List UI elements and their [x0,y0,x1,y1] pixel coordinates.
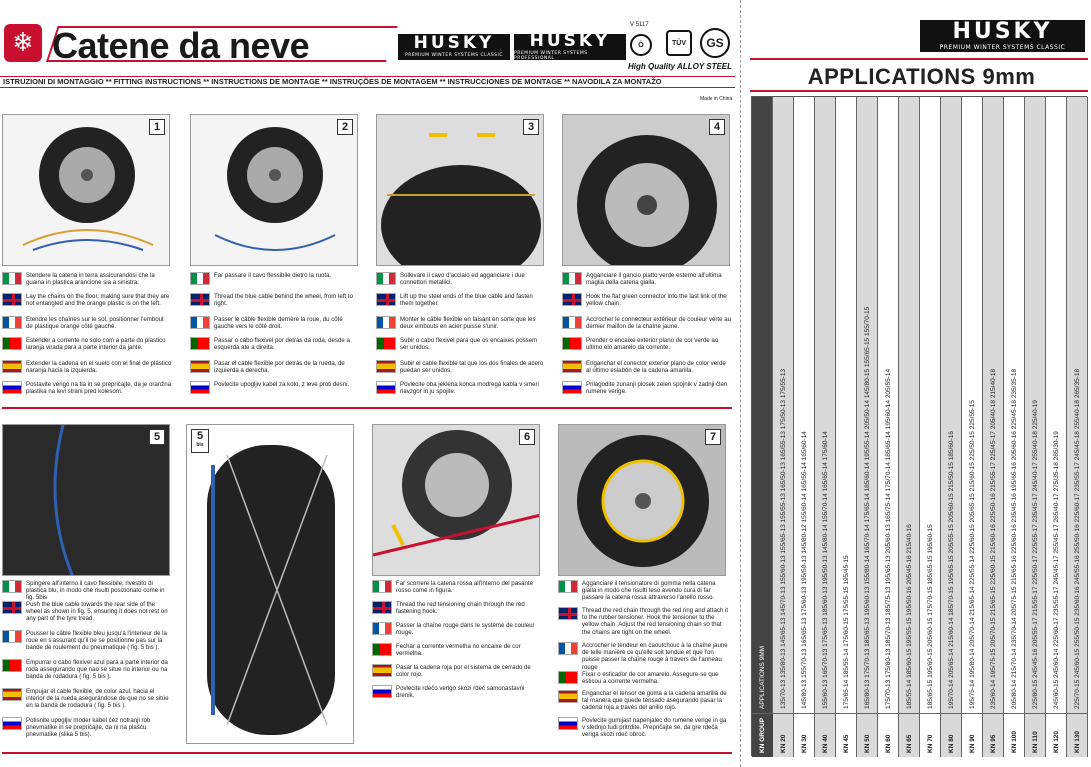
step-number: 4 [709,119,725,135]
step-1-photo [2,114,170,266]
instruction-text: Lift up the steel ends of the blue cable and fasten them together. [400,293,533,308]
instruction-text: Enganchar el tensor de goma a la cadena amarilla de tal manera que quede tensado asegurando pasar la cadena roja a través del anillo rojo. [582,690,727,712]
instruction-row [2,601,172,623]
husky-professional-logo: HUSKY PREMIUM WINTER SYSTEMS PROFESSIONAL [514,34,626,60]
instruction-row [558,717,728,739]
step-6-photo [372,424,540,576]
applications-divider-bottom [750,90,1088,92]
instruction-text: Passar o cabo flexivel por detrás da roda, desde a esquerda ate a direita. [214,337,350,352]
slovenian-flag-icon [2,717,22,730]
instruction-text: Passer la chaîne rouge dans le système de couleur rouge. [396,622,535,637]
instruction-text: Push the blue cable towards the rear side of the wheel as shown in fig. 5, ensuring it does not rest on any part of the tyre tread. [26,601,168,623]
instruction-row [558,671,728,685]
instruction-text: Spingere all'interno il cavo flessibile, rivestito di plastica blu, in modo che risulti posizionato come in fig. 5bis [26,580,165,602]
slovenian-flag-icon [190,381,210,394]
step-number: 5 [149,429,165,445]
tyre-sizes: 205/80-14 215/70-14 235/70-14 205/75-15 215/65-16 225/60-16 235/45-16 195/65-16 205/60-16 225/45-18 235/35-18 [1011,368,1018,709]
kn-group-label: KN 40 [815,713,836,757]
kn-group-label: KN 120 [1046,713,1067,757]
instruction-row [376,316,546,330]
instruction-row [2,580,172,602]
portuguese-flag-icon [372,643,392,656]
instruction-text: Subir o cabo flexivel para que os encaixes possem ser unidos. [400,337,538,352]
instruction-text: Extender la cadena en el suelo con el final de plástico naranja hacia la izquierda. [26,360,172,375]
spanish-flag-icon [2,688,22,701]
instruction-text: Povlecite upogljiv kabel za kolo, z leve proti desni. [214,381,350,388]
kn-group-label: KN 30 [794,713,815,757]
husky-brand-logo: HUSKY PREMIUM WINTER SYSTEMS CLASSIC [920,20,1085,52]
instruction-row [2,381,172,395]
italian-flag-icon [190,272,210,285]
instructions-bar: ISTRUZIONI DI MONTAGGIO ** FITTING INSTRUCTIONS ** INSTRUCTIONS DE MONTAGE ** INSTRUÇÕES DE MONTAGEM ** INSTRUCCIONES DE MONTAGE ** NAVODILA ZA MONTAŽO [0,76,735,88]
tyre-sizes: 245/60-15 245/60-14 225/60-17 235/55-17 245/45-17 255/45-17 265/40-17 275/35-18 285/30-19 [1053,431,1060,709]
applications-column [962,97,983,757]
step-7-photo [558,424,726,576]
instruction-text: Accrocher le tendeur en caoutchouc à la chaîne jaune de telle manière ce qu'elle soit tendue et que l'on puisse passer la chaîne rouge à travers de l'anneau rouge [582,642,728,671]
uk-flag-icon [558,607,578,620]
applications-column [1025,97,1046,757]
kn-group-label: KN 130 [1067,713,1088,757]
onorm-cert-icon: Ö [630,34,652,56]
made-in-label: Made in China [700,96,733,102]
tyre-sizes: 195/75-14 195/80-14 205/70-14 215/65-14 225/55-14 225/60-15 205/65-15 215/60-15 225/50-15 225/55-15 [969,399,976,709]
snowflake-icon: ❄ [4,24,42,62]
tyre-sizes: 225/80-15 245/45-16 205/55-17 215/55-17 225/50-17 225/55-17 235/45-17 245/40-17 255/40-18 225/40-19 [1032,399,1039,709]
spanish-flag-icon [558,690,578,703]
italian-flag-icon [2,580,22,593]
tyre-chain-image [377,115,544,266]
instruction-row [372,685,542,699]
instruction-row [562,337,732,351]
tyre-sizes: 175/65-14 185/55-14 175/60-15 175/55-15 195/45-15 [843,555,850,709]
applications-column [794,97,815,757]
uk-flag-icon [562,293,582,306]
instruction-row [558,642,728,671]
slovenian-flag-icon [376,381,396,394]
spanish-flag-icon [190,360,210,373]
gs-cert-icon: GS [700,28,730,58]
instruction-text: Postavite verigo na tla in se prepričajte, da je oranžna plastika na levi strani pred kolesom. [26,381,171,396]
instruction-row [2,360,172,374]
applications-column [920,97,941,757]
applications-column [878,97,899,757]
applications-column [941,97,962,757]
instruction-text: Sollevare il cavo d'acciaio ed agganciare i due connettori metallici. [400,272,525,287]
kn-group-label: KN 45 [836,713,857,757]
french-flag-icon [562,316,582,329]
instruction-text: Passer le câble flexible derrière la roue, du côté gauche vers le côté droit. [214,316,343,331]
tyre-sizes: 155/60-13 165/70-13 175/65-13 185/60-13 195/50-13 145/80-14 155/70-14 165/65-14 175/60-14 [822,431,829,709]
wheel-chain-image [563,115,730,266]
instruction-row [2,316,172,330]
italian-flag-icon [2,272,22,285]
kn-group-label: KN 95 [983,713,1004,757]
section-divider [2,407,732,409]
instruction-row [190,381,360,394]
step-number: 1 [149,119,165,135]
step-2-photo [190,114,358,266]
instruction-text: Thread the red tensioning chain through the red fastening hook. [396,601,525,616]
kn-group-label: KN 90 [962,713,983,757]
instruction-text: Hook the flat green connector into the last link of the yellow chain. [586,293,727,308]
instruction-row [562,272,732,286]
spanish-flag-icon [2,360,22,373]
french-flag-icon [372,622,392,635]
kn-group-label: KN 50 [857,713,878,757]
instruction-row [2,337,172,351]
wheel-image [191,115,358,266]
italian-flag-icon [558,580,578,593]
applications-column [857,97,878,757]
slovenian-flag-icon [562,381,582,394]
instruction-text: Far passare il cavo flessibile dietro la ruota. [214,272,332,279]
wheel-tensioned-image [559,425,726,576]
uk-flag-icon [2,601,22,614]
italian-flag-icon [372,580,392,593]
applications-divider [750,58,1088,60]
tyre-sizes: 185/55-14 185/60-15 195/55-15 195/50-16 205/45-16 215/40-16 [906,524,913,709]
instruction-text: Accrocher le connecteur extérieur de couleur verte au dernier maillon de la chaîne jaune. [586,316,731,331]
instruction-row [376,293,546,307]
instruction-text: Povlecite gumijast napenjalec do rumene verige in ga v slednjo tudi pritrdite. Prepričajte se, da gre rdeča veriga skozi rdeč obroč. [582,717,727,739]
uk-flag-icon [376,293,396,306]
uk-flag-icon [372,601,392,614]
instruction-row [558,690,728,712]
applications-column [752,97,773,757]
instruction-row [2,293,172,307]
instruction-row [376,337,546,351]
instruction-text: Prender o encaixe exterior plano de cor verde ao ultimo elo amarelo da corrente. [586,337,719,352]
instruction-row [376,360,546,374]
slovenian-flag-icon [372,685,392,698]
applications-title: APPLICATIONS 9mm [807,64,1036,89]
instruction-text: Pasar el cable flexible por detrás de la rueda, de izquierda a derecha. [214,360,345,375]
applications-column [836,97,857,757]
page-title: Catene da neve [52,25,310,66]
instruction-text: Agganciare il tensionatore di gomma nella catena gialla in modo che risulti teso avendo cura di far passare la catena rossa attraverso l'anello rosso. [582,580,716,602]
instruction-text: Agganciare il gancio piatto verde esterno all'ultima maglia della catena gialla. [586,272,722,287]
applications-column [899,97,920,757]
husky-classic-logo: HUSKY PREMIUM WINTER SYSTEMS CLASSIC [398,34,510,60]
french-flag-icon [2,630,22,643]
instruction-row [2,659,172,681]
wheel-red-chain-image [373,425,540,576]
instruction-text: Fechar a corrente vermelha no encaixe de cor vermelha. [396,643,521,658]
instruction-text: Far scorrere la catena rossa all'interno del pasante rosso come in figura. [396,580,533,595]
tyre-sizes: 145/80-13 155/70-13 165/65-13 175/60-13 195/50-13 145/80-12 155/60-14 165/55-14 165/60-14 [801,431,808,709]
portuguese-flag-icon [2,337,22,350]
portuguese-flag-icon [190,337,210,350]
applications-column [815,97,836,757]
applications-column [773,97,794,757]
applications-column [1046,97,1067,757]
tyre-side-image [187,425,354,744]
portuguese-flag-icon [376,337,396,350]
portuguese-flag-icon [2,659,22,672]
instruction-text: Estender a corrente no solo com a parte do plastico laranja virada para a parte interior da jante. [26,337,166,352]
step-number: 2 [337,119,353,135]
italian-flag-icon [562,272,582,285]
step-number: 5 bis [191,429,209,453]
kn-group-label: KN 80 [941,713,962,757]
kn-group-label: KN 70 [920,713,941,757]
instruction-text: Empujar el cable flexible, de color azul, hacia el interior de la rueda asegurándose de que no se sitúe en la banda de rodadura ( fig. 5 bis ). [26,688,169,710]
instruction-row [2,272,172,286]
instruction-text: Potisnite upogljiv moder kabel čez notranji rob pnevmatike in se prepričajte, da ni na plašču pnevmatike (slika 5 bis). [26,717,151,739]
instruction-text: Stendere la catena in terra assicurandosi che la guaina in plastica arancione sia a sinistra. [26,272,155,287]
french-flag-icon [376,316,396,329]
french-flag-icon [2,316,22,329]
instruction-row [372,664,542,678]
bottom-divider [2,752,732,754]
portuguese-flag-icon [562,337,582,350]
tyre-sizes: 135/70-13 135/80-13 145/65-13 145/70-13 155/60-13 155/65-13 155/55-13 165/50-13 165/55-13 175/50-13 175/55-13 [780,368,787,709]
tyre-sizes: 195/70-14 205/65-14 215/60-14 185/70-15 195/65-15 205/55-15 205/60-15 215/50-15 185/60-16 [948,431,955,709]
applications-column [1067,97,1088,757]
step-number: 3 [523,119,539,135]
tuv-cert-icon: TÜV [666,30,692,56]
instruction-text: Etendre les chaînes sur le sol, positionner l'embout de plastique orange côté gauche. [26,316,164,331]
instruction-row [372,643,542,657]
instruction-row [2,688,172,710]
instruction-row [376,272,546,286]
portuguese-flag-icon [558,671,578,684]
applications-table [751,96,1087,756]
kn-group-label: KN 60 [878,713,899,757]
instruction-row [558,580,728,602]
instruction-text: Prilagodite zunanji plosek zelen spojnik v zadnji člen rumene verige. [586,381,728,396]
instruction-row [376,381,546,395]
instruction-row [190,337,360,351]
instruction-row [562,316,732,330]
kn-group-label: KN 100 [1004,713,1025,757]
instruction-row [190,293,360,307]
instruction-row [562,381,732,395]
step-3-photo [376,114,544,266]
instruction-text: Lay the chains on the floor, making sure that they are not entangled and the orange plastic is on the left. [26,293,170,308]
slovenian-flag-icon [558,717,578,730]
instruction-row [190,360,360,374]
instruction-row [2,717,172,739]
french-flag-icon [558,642,578,655]
instruction-text: Fixar o esticador de cor amarelo. Assegure-se que esticou a corrente vermelha. [582,671,719,686]
instruction-text: Thread the red chain through the red ring and attach it to the rubber tensioner. Hook the tensioner to the yellow chain. Adjust the red tensioning chain so that the chains are tight on the wheel. [582,607,729,636]
applications-column [983,97,1004,757]
tyre-chain-image [3,425,170,576]
cert-code: V 5117 [630,22,649,28]
tyre-sizes: APPLICATIONS 9MM [759,645,766,709]
step-5bis-photo [186,424,354,744]
slovenian-flag-icon [2,381,22,394]
spanish-flag-icon [372,664,392,677]
step-5-photo [2,424,170,576]
instruction-row [2,630,172,652]
instruction-row [372,622,542,636]
wheel-image [3,115,170,266]
instruction-text: Povlecite oba jeklena konca modrega kabla v smeri navzgor in ju spojite. [400,381,539,396]
tyre-sizes: 185/65-15 195/60-15 205/60-15 175/70-15 185/65-15 195/60-15 [927,524,934,709]
spanish-flag-icon [562,360,582,373]
step-number: 6 [519,429,535,445]
instruction-row [562,360,732,374]
instruction-text: Thread the blue cable behind the wheel, from left to right. [214,293,353,308]
instruction-row [558,607,728,636]
instruction-text: Povlecite rdečo verigo skozi rdeč samonastavni drenik. [396,685,525,700]
kn-group-label: KN 110 [1025,713,1046,757]
instruction-row [372,580,542,594]
uk-flag-icon [190,293,210,306]
kn-group-label: KN 20 [773,713,794,757]
instruction-text: Pousser le câble flexible bleu jusqu'à l'interieur de la roue en s'assurant qu'il ne se positionne pas sur la bande de roulement du pneumatique ( fig. 5 bis ). [26,630,167,652]
kn-group-label: KN 65 [899,713,920,757]
instruction-row [562,293,732,307]
instruction-text: Subir el cable flexible tal que los dos finales de acero puedan ser unidos. [400,360,544,375]
instruction-text: Empurrar o cabo flexivel azul para a parte interior da roda assegurando que nao se situe no interior ou na banda de rodadura ( fig. 5 bis ). [26,659,168,681]
step-4-photo [562,114,730,266]
instruction-row [190,316,360,330]
french-flag-icon [190,316,210,329]
tyre-sizes: 175/70-13 175/80-13 185/70-13 185/75-13 195/65-13 205/60-13 165/75-14 175/70-14 185/65-14 195/60-14 205/55-14 [885,368,892,709]
tyre-sizes: 165/80-13 175/70-13 185/65-13 195/60-13 155/80-14 165/70-14 175/65-14 185/60-14 195/55-14 205/50-14 145/80-15 155/65-15 155/70-15 [864,306,871,709]
tyre-sizes: 235/60-14 195/75-15 205/70-15 215/65-15 225/60-15 215/60-16 225/50-16 215/55-17 225/45-17 205/40-18 215/40-18 [990,368,997,709]
instruction-text: Monter le câble flexible en faisant en sorte que les deux embouts en acier puisse s'unir. [400,316,536,331]
tyre-sizes: 225/70-15 245/60-15 255/50-15 235/60-16 245/55-16 255/50-16 225/60-17 235/55-17 245/45-18 255/40-18 265/35-18 [1074,368,1081,709]
italian-flag-icon [376,272,396,285]
spanish-flag-icon [376,360,396,373]
page-fold [740,0,741,767]
instruction-text: Enganchar el conector exterior plano de color verde al último eslabón de la cadena amarilla. [586,360,726,375]
uk-flag-icon [2,293,22,306]
instruction-text: Pasar la cadena roja por el sistema de cerrado de color rojo. [396,664,531,679]
step-number: 7 [705,429,721,445]
kn-group-label: KN GROUP [752,713,773,757]
instruction-row [190,272,360,285]
applications-column [1004,97,1025,757]
instruction-row [372,601,542,615]
quality-label: High Quality ALLOY STEEL [628,62,733,71]
